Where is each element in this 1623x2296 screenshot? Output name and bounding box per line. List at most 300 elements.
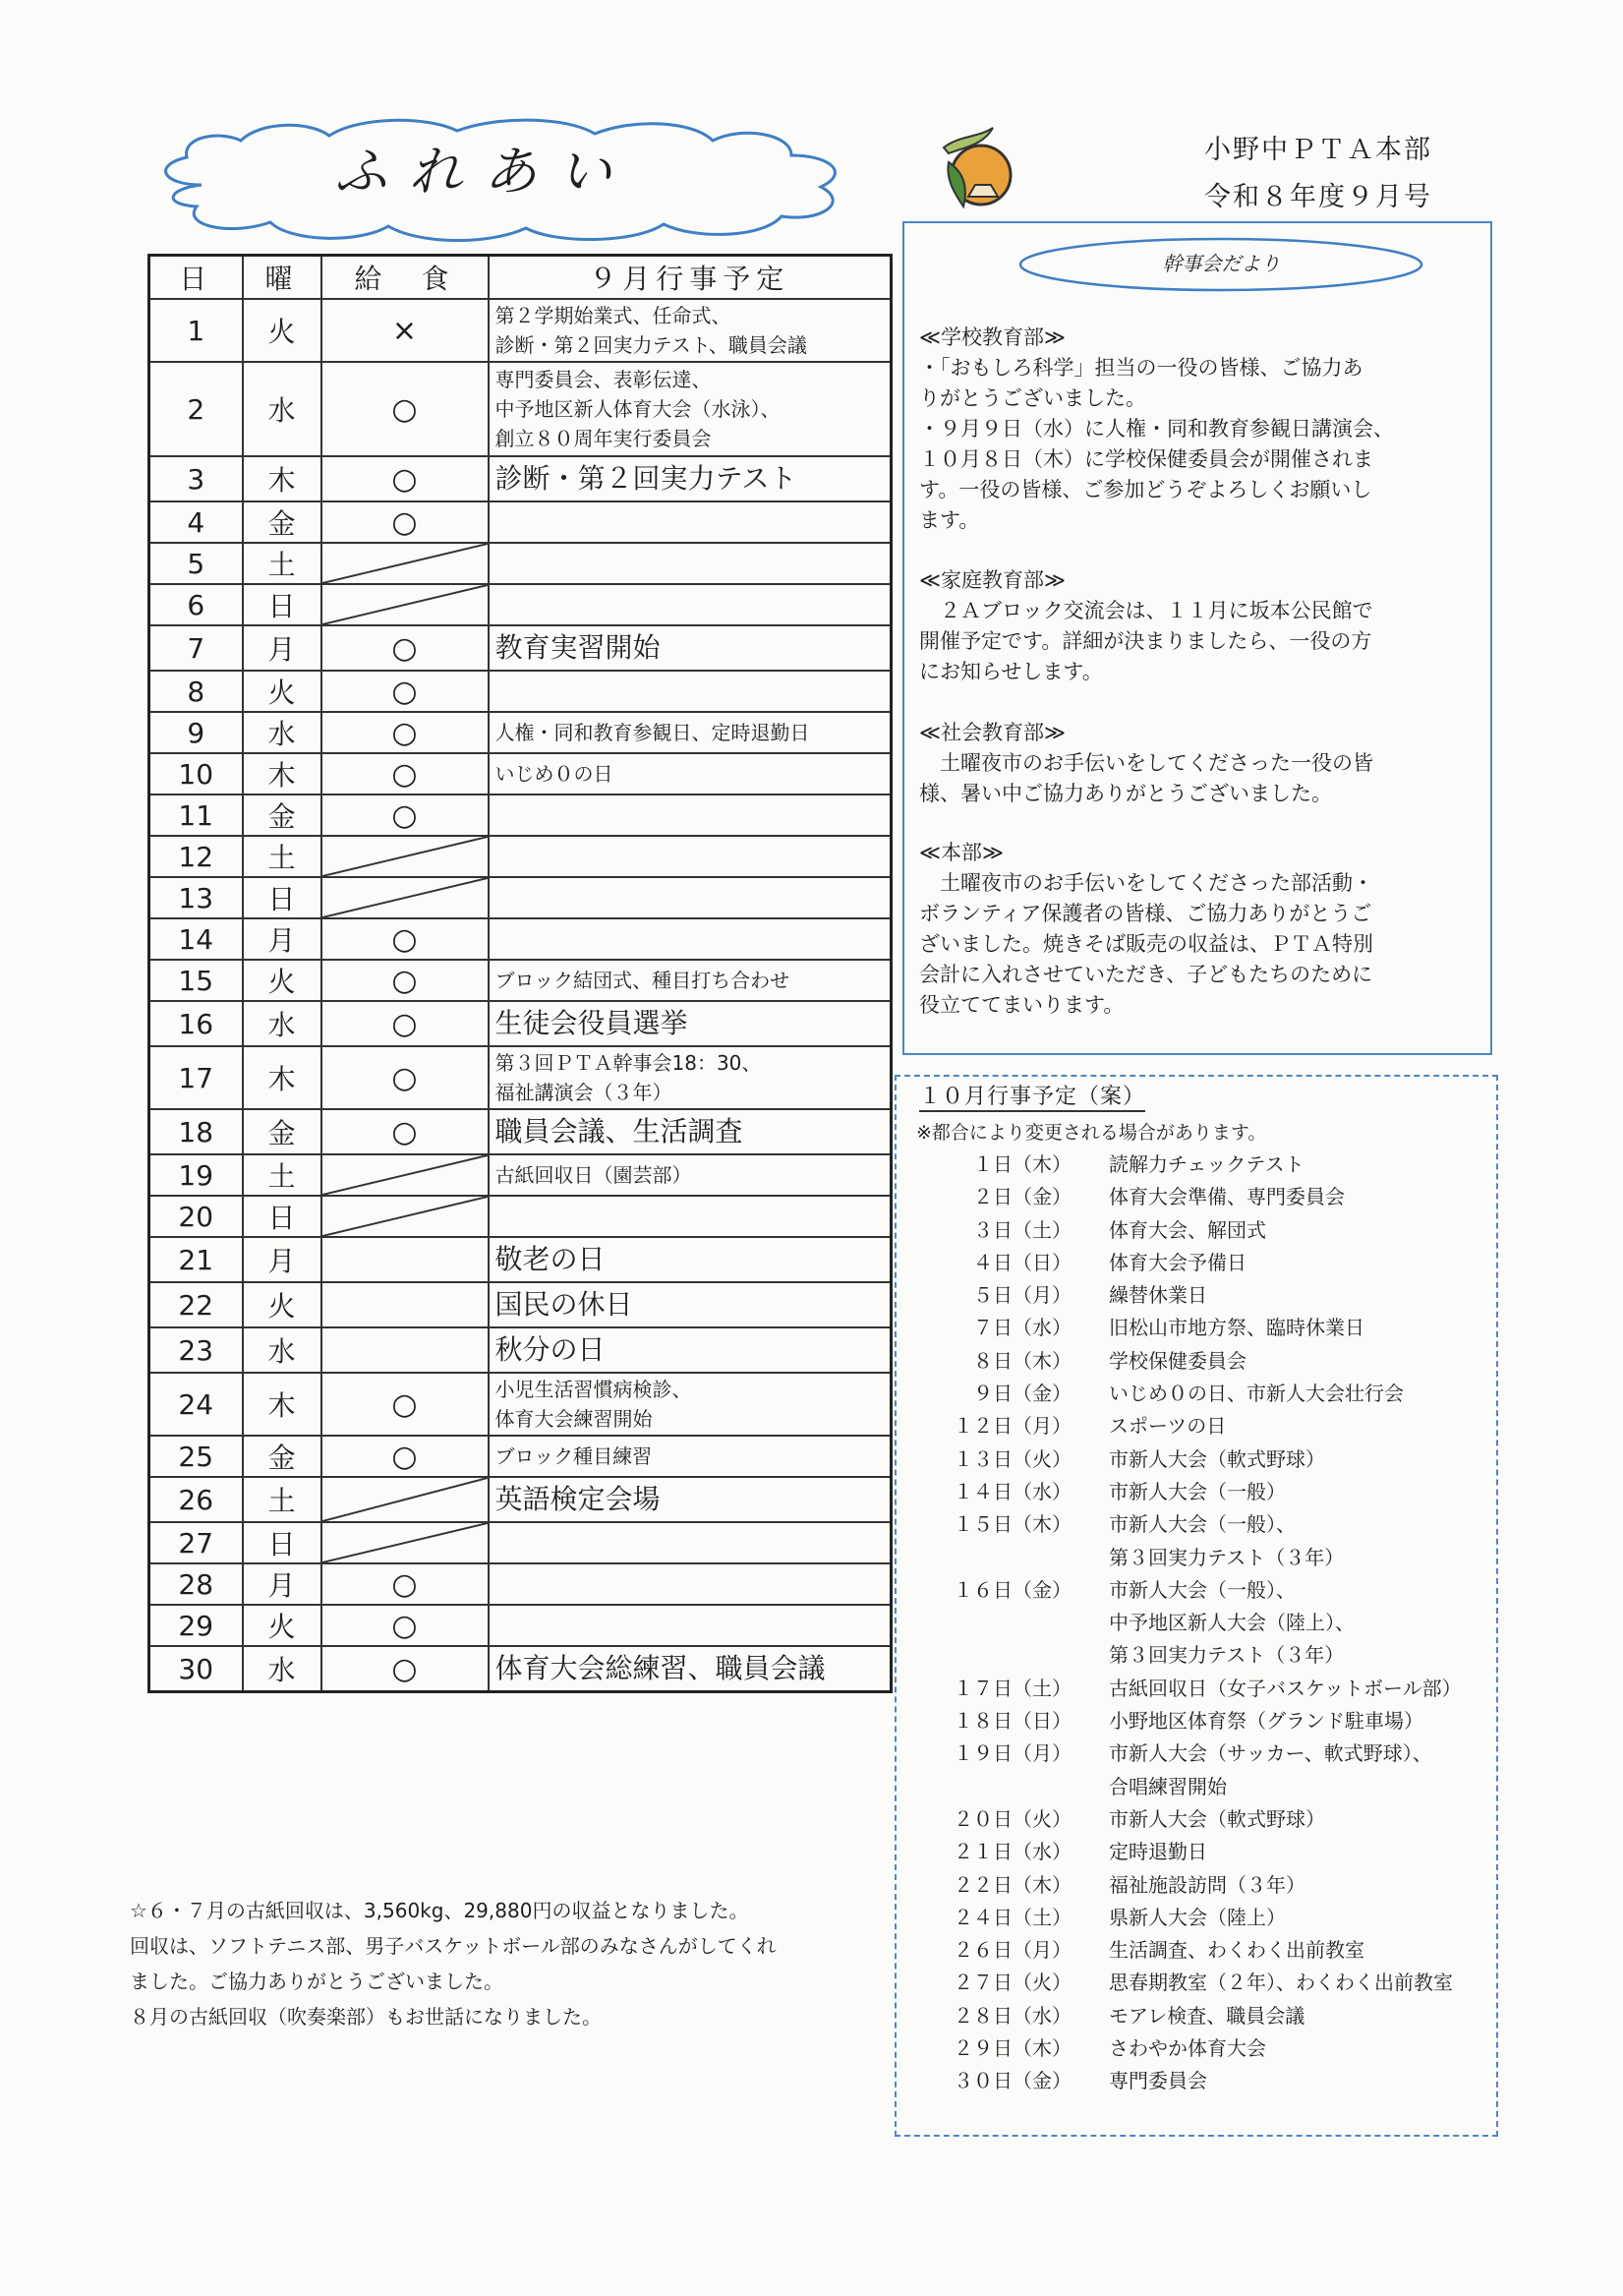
lunch-mark: ○ [391, 1608, 418, 1643]
weekday-cell: 金 [243, 795, 321, 836]
event-description: 読解力チェックテスト [1109, 1152, 1304, 1176]
event-description: 市新人大会（一般） [1109, 1479, 1286, 1503]
section-home-education [919, 565, 1481, 687]
meal-cell [321, 456, 489, 501]
lunch-mark: ○ [391, 630, 418, 666]
october-event-row [919, 1607, 1489, 1639]
event-cell [489, 1196, 892, 1237]
event-text: 敬老の日 [494, 1243, 606, 1275]
no-lunch-slash [322, 878, 488, 917]
meal-cell [321, 753, 489, 795]
table-row [149, 362, 892, 456]
weekday-cell: 水 [243, 712, 321, 753]
october-event-row [919, 1508, 1489, 1541]
meal-cell [321, 584, 489, 625]
weekday-cell: 火 [243, 299, 321, 362]
event-description: 生活調査、わくわく出前教室 [1109, 1938, 1364, 1963]
event-date: ５日（月） [973, 1283, 1072, 1308]
lunch-mark: ○ [391, 963, 418, 998]
meal-cell [321, 1646, 489, 1692]
event-cell [489, 1563, 892, 1605]
table-row [149, 836, 892, 877]
lunch-mark: ○ [391, 1651, 418, 1686]
weekday-cell: 日 [243, 877, 321, 918]
weekday-cell: 木 [243, 753, 321, 795]
event-description: 合唱練習開始 [1109, 1774, 1227, 1798]
section-headquarters [919, 838, 1481, 1021]
october-event-row [919, 1312, 1489, 1344]
section-line: 役立ててまいります。 [919, 993, 1125, 1017]
event-text: 教育実習開始 [494, 631, 661, 664]
day-cell: 30 [149, 1646, 243, 1692]
paper-collection-notice [130, 1893, 887, 2034]
event-date: ７日（水） [973, 1316, 1072, 1340]
event-text: 国民の休日 [494, 1288, 633, 1321]
weekday-cell: 火 [243, 1605, 321, 1646]
event-cell [489, 1477, 892, 1522]
lunch-mark: ○ [391, 1114, 418, 1149]
event-cell [489, 918, 892, 960]
weekday-cell: 土 [243, 1477, 321, 1522]
event-text: いじめ０の日 [494, 762, 613, 786]
table-row [149, 918, 892, 960]
lunch-mark: ○ [391, 1566, 418, 1602]
day-cell: 3 [149, 456, 243, 501]
october-event-row [919, 1803, 1489, 1836]
meal-cell [321, 918, 489, 960]
event-text: 診断・第２回実力テスト、職員会議 [494, 333, 807, 357]
october-event-row [919, 1902, 1489, 1934]
table-row [149, 501, 892, 543]
org-name: 小野中ＰＴＡ本部 [1204, 135, 1432, 165]
event-cell [489, 1646, 892, 1692]
october-event-row [919, 1542, 1489, 1574]
day-cell: 21 [149, 1237, 243, 1282]
table-row [149, 1563, 892, 1605]
table-row [149, 795, 892, 836]
event-description: 市新人大会（軟式野球） [1109, 1446, 1325, 1471]
notice-line: ました。ご協力ありがとうございました。 [130, 1970, 503, 1993]
table-row [149, 1046, 892, 1109]
event-cell [489, 299, 892, 362]
header-events: ９月行事予定 [489, 256, 892, 300]
section-heading: ≪本部≫ [919, 841, 1004, 864]
day-cell: 10 [149, 753, 243, 795]
weekday-cell: 火 [243, 960, 321, 1001]
meal-cell [321, 1436, 489, 1477]
event-cell [489, 1373, 892, 1436]
weekday-cell: 日 [243, 1522, 321, 1563]
event-description: 体育大会、解団式 [1109, 1217, 1266, 1242]
event-description: 繰替休業日 [1109, 1283, 1207, 1308]
event-cell [489, 960, 892, 1001]
event-description: モアレ検査、職員会議 [1109, 2003, 1305, 2028]
day-cell: 27 [149, 1522, 243, 1563]
lunch-mark: ○ [391, 1006, 418, 1041]
meal-cell [321, 1327, 489, 1373]
event-text: 体育大会総練習、職員会議 [494, 1652, 826, 1684]
event-date [919, 1542, 1072, 1574]
meal-cell [321, 1109, 489, 1154]
meal-cell [321, 960, 489, 1001]
section-line: ます。 [919, 508, 980, 532]
meal-cell [321, 1477, 489, 1522]
meal-cell [321, 836, 489, 877]
event-date: ３日（土） [973, 1217, 1072, 1242]
section-social-education [919, 718, 1481, 809]
table-row [149, 1327, 892, 1373]
weekday-cell: 水 [243, 362, 321, 456]
header-meal: 給 食 [321, 256, 489, 300]
table-row [149, 1196, 892, 1237]
notice-line: ☆６・７月の古紙回収は、3,560kg、29,880円の収益となりました。 [130, 1899, 749, 1922]
event-cell [489, 1001, 892, 1046]
event-description: スポーツの日 [1109, 1414, 1227, 1439]
day-cell: 14 [149, 918, 243, 960]
no-lunch-slash [322, 1155, 488, 1195]
event-description: さわやか体育大会 [1109, 2036, 1266, 2061]
event-description: 市新人大会（軟式野球） [1109, 1806, 1325, 1831]
lunch-mark: ○ [391, 1439, 418, 1474]
section-line: りがとうございました。 [919, 386, 1146, 410]
event-date: ８日（木） [973, 1348, 1072, 1373]
event-date: ２１日（水） [954, 1840, 1072, 1864]
october-event-row [919, 1869, 1489, 1902]
meal-cell [321, 501, 489, 543]
table-row [149, 1605, 892, 1646]
no-lunch-slash [322, 585, 488, 624]
day-cell: 8 [149, 671, 243, 712]
event-description: 学校保健委員会 [1109, 1348, 1246, 1373]
october-event-row [919, 1771, 1489, 1803]
october-event-row [919, 1836, 1489, 1868]
day-cell: 18 [149, 1109, 243, 1154]
table-row [149, 456, 892, 501]
event-cell [489, 836, 892, 877]
weekday-cell: 木 [243, 1373, 321, 1436]
lunch-mark: ○ [391, 756, 418, 792]
event-description: 市新人大会（サッカー、軟式野球）、 [1109, 1741, 1432, 1766]
meal-cell [321, 1282, 489, 1327]
day-cell: 13 [149, 877, 243, 918]
section-line: ・９月９日（水）に人権・同和教育参観日講演会、 [919, 417, 1394, 441]
notice-line: ８月の古紙回収（吹奏楽部）もお世話になりました。 [130, 2005, 602, 2029]
header-weekday: 曜 [243, 256, 321, 300]
event-description: 市新人大会（一般）、 [1109, 1512, 1296, 1537]
event-text: 体育大会練習開始 [494, 1407, 653, 1431]
section-line: 開催予定です。詳細が決まりましたら、一役の方 [919, 629, 1372, 653]
october-event-list [919, 1148, 1489, 2098]
section-school-education [919, 323, 1481, 536]
weekday-cell: 水 [243, 1646, 321, 1692]
meal-cell [321, 877, 489, 918]
lunch-mark: ○ [391, 921, 418, 957]
section-line: ざいました。焼きそば販売の収益は、ＰＴＡ特別 [919, 932, 1373, 956]
table-row [149, 877, 892, 918]
notice-line: 回収は、ソフトテニス部、男子バスケットボール部のみなさんがしてくれ [130, 1934, 777, 1958]
event-text: 小児生活習慣病検診、 [494, 1378, 692, 1401]
event-description: 思春期教室（２年）、わくわく出前教室 [1109, 1971, 1453, 1995]
event-date: １日（木） [973, 1152, 1072, 1176]
day-cell: 9 [149, 712, 243, 753]
meal-cell [321, 1563, 489, 1605]
meal-cell [321, 543, 489, 584]
event-description: 古紙回収日（女子バスケットボール部） [1109, 1676, 1462, 1700]
event-text: 創立８０周年実行委員会 [494, 427, 712, 450]
event-date: １６日（金） [954, 1577, 1072, 1602]
event-description: 体育大会準備、専門委員会 [1109, 1185, 1345, 1209]
meal-cell [321, 1196, 489, 1237]
table-row [149, 753, 892, 795]
no-lunch-slash [322, 1523, 488, 1562]
day-cell: 17 [149, 1046, 243, 1109]
event-cell [489, 501, 892, 543]
lunch-mark: ○ [391, 461, 418, 497]
meal-cell [321, 362, 489, 456]
event-description: 定時退勤日 [1109, 1840, 1207, 1864]
event-text: 職員会議、生活調査 [494, 1115, 743, 1148]
table-row [149, 1373, 892, 1436]
event-cell [489, 1327, 892, 1373]
table-row [149, 712, 892, 753]
section-line: １０月８日（木）に学校保健委員会が開催されま [919, 447, 1373, 471]
october-event-row [919, 1639, 1489, 1672]
table-header-row [149, 256, 892, 300]
october-event-row [919, 1410, 1489, 1442]
event-description: 旧松山市地方祭、臨時休業日 [1109, 1316, 1364, 1340]
table-row [149, 299, 892, 362]
section-heading: ≪家庭教育部≫ [919, 568, 1066, 592]
event-text: 福祉講演会（３年） [494, 1081, 672, 1104]
event-text: 古紙回収日（園芸部） [494, 1163, 692, 1187]
day-cell: 24 [149, 1373, 243, 1436]
day-cell: 23 [149, 1327, 243, 1373]
october-event-row [919, 1705, 1489, 1737]
event-date: １３日（火） [954, 1446, 1072, 1471]
table-row [149, 1001, 892, 1046]
day-cell: 22 [149, 1282, 243, 1327]
september-schedule-table [147, 254, 893, 1693]
day-cell: 4 [149, 501, 243, 543]
event-description: 福祉施設訪問（３年） [1109, 1872, 1305, 1897]
event-date [919, 1607, 1072, 1639]
october-event-row [919, 1673, 1489, 1705]
table-row [149, 1282, 892, 1327]
newsletter-title: ふれあい [334, 141, 633, 203]
event-description: 第３回実力テスト（３年） [1109, 1545, 1345, 1569]
no-lunch-slash [322, 1478, 488, 1521]
weekday-cell: 土 [243, 836, 321, 877]
october-event-row [919, 2000, 1489, 2032]
day-cell: 26 [149, 1477, 243, 1522]
event-cell [489, 795, 892, 836]
weekday-cell: 金 [243, 1436, 321, 1477]
meal-cell [321, 299, 489, 362]
event-date [919, 1639, 1072, 1672]
table-row [149, 625, 892, 671]
event-cell [489, 1522, 892, 1563]
table-row [149, 584, 892, 625]
meal-cell [321, 795, 489, 836]
day-cell: 29 [149, 1605, 243, 1646]
weekday-cell: 木 [243, 456, 321, 501]
day-cell: 25 [149, 1436, 243, 1477]
october-note: ※都合により変更される場合があります。 [916, 1122, 1267, 1144]
october-title: １０月行事予定（案） [919, 1080, 1145, 1112]
table-row [149, 1154, 892, 1196]
event-date: １２日（月） [954, 1414, 1072, 1439]
event-date: ２７日（火） [954, 1971, 1072, 1995]
no-lunch-slash [322, 1197, 488, 1236]
weekday-cell: 火 [243, 671, 321, 712]
meal-cell [321, 1373, 489, 1436]
event-cell [489, 362, 892, 456]
october-event-row [919, 2065, 1489, 2097]
meal-cell [321, 1522, 489, 1563]
lunch-mark: ○ [391, 715, 418, 750]
day-cell: 16 [149, 1001, 243, 1046]
event-date: ２２日（木） [954, 1872, 1072, 1897]
event-cell [489, 877, 892, 918]
event-description: 県新人大会（陸上） [1109, 1905, 1286, 1929]
event-date: ２８日（水） [954, 2003, 1072, 2028]
event-cell [489, 1282, 892, 1327]
october-event-row [919, 1476, 1489, 1508]
event-cell [489, 1154, 892, 1196]
lunch-mark: ○ [391, 391, 418, 427]
event-text: 専門委員会、表彰伝達、 [494, 368, 712, 391]
table-row [149, 1646, 892, 1692]
meal-cell [321, 625, 489, 671]
event-cell [489, 1046, 892, 1109]
event-cell [489, 712, 892, 753]
event-cell [489, 753, 892, 795]
october-event-row [919, 1148, 1489, 1181]
section-line: す。一役の皆様、ご参加どうぞよろしくお願いし [919, 478, 1372, 501]
event-cell [489, 671, 892, 712]
weekday-cell: 金 [243, 501, 321, 543]
weekday-cell: 土 [243, 1154, 321, 1196]
section-line: 土曜夜市のお手伝いをしてくださった部活動・ [919, 871, 1373, 895]
day-cell: 6 [149, 584, 243, 625]
table-row [149, 1436, 892, 1477]
october-event-row [919, 1279, 1489, 1312]
no-lunch-mark: × [391, 313, 418, 348]
table-row [149, 1522, 892, 1563]
weekday-cell: 木 [243, 1046, 321, 1109]
event-date: ３０日（金） [954, 2069, 1072, 2093]
weekday-cell: 日 [243, 1196, 321, 1237]
day-cell: 11 [149, 795, 243, 836]
header-day: 日 [149, 256, 243, 300]
day-cell: 15 [149, 960, 243, 1001]
event-text: 英語検定会場 [494, 1483, 661, 1515]
event-text: 第３回ＰＴＡ幹事会18：30、 [494, 1051, 762, 1075]
event-text: 第２学期始業式、任命式、 [494, 304, 731, 327]
event-date: ９日（金） [973, 1382, 1072, 1406]
meal-cell [321, 1237, 489, 1282]
weekday-cell: 月 [243, 1237, 321, 1282]
event-date: ４日（日） [973, 1250, 1072, 1274]
meal-cell [321, 1605, 489, 1646]
table-row [149, 671, 892, 712]
table-row [149, 960, 892, 1001]
lunch-mark: ○ [391, 1060, 418, 1095]
october-event-row [919, 2032, 1489, 2065]
day-cell: 12 [149, 836, 243, 877]
weekday-cell: 火 [243, 1282, 321, 1327]
day-cell: 20 [149, 1196, 243, 1237]
event-description: 第３回実力テスト（３年） [1109, 1643, 1345, 1668]
news-box-title: 幹事会だより [1162, 252, 1281, 275]
event-cell [489, 543, 892, 584]
event-cell [489, 1237, 892, 1282]
day-cell: 2 [149, 362, 243, 456]
event-date: １４日（水） [954, 1479, 1072, 1503]
event-description: 専門委員会 [1109, 2069, 1207, 2093]
event-description: 中予地区新人大会（陸上）、 [1109, 1611, 1355, 1635]
meal-cell [321, 1154, 489, 1196]
lunch-mark: ○ [391, 504, 418, 540]
section-line: 土曜夜市のお手伝いをしてくださった一役の皆 [919, 751, 1373, 775]
event-cell [489, 456, 892, 501]
day-cell: 28 [149, 1563, 243, 1605]
day-cell: 19 [149, 1154, 243, 1196]
table-row [149, 1109, 892, 1154]
weekday-cell: 月 [243, 625, 321, 671]
weekday-cell: 日 [243, 584, 321, 625]
section-line: ・「おもしろ科学」担当の一役の皆様、ご協力あ [919, 356, 1363, 380]
event-text: ブロック結団式、種目打ち合わせ [494, 969, 790, 992]
no-lunch-slash [322, 837, 488, 876]
weekday-cell: 水 [243, 1327, 321, 1373]
october-event-row [919, 1967, 1489, 1999]
event-date: １５日（木） [954, 1512, 1072, 1537]
weekday-cell: 月 [243, 1563, 321, 1605]
event-text: 秋分の日 [494, 1333, 606, 1366]
table-row [149, 543, 892, 584]
event-cell [489, 625, 892, 671]
event-text: 診断・第２回実力テスト [494, 462, 797, 495]
event-description: 市新人大会（一般）、 [1109, 1577, 1296, 1602]
october-event-row [919, 1378, 1489, 1410]
meal-cell [321, 1046, 489, 1109]
school-emblem-icon [924, 118, 1022, 216]
event-cell [489, 584, 892, 625]
weekday-cell: 金 [243, 1109, 321, 1154]
meal-cell [321, 1001, 489, 1046]
section-heading: ≪学校教育部≫ [919, 325, 1066, 349]
october-event-row [919, 1737, 1489, 1770]
october-event-row [919, 1574, 1489, 1607]
october-event-row [919, 1181, 1489, 1213]
event-description: 体育大会予備日 [1109, 1250, 1246, 1274]
lunch-mark: ○ [391, 797, 418, 833]
event-date: ２６日（月） [954, 1938, 1072, 1963]
section-heading: ≪社会教育部≫ [919, 721, 1066, 744]
event-text: ブロック種目練習 [494, 1444, 653, 1468]
weekday-cell: 月 [243, 918, 321, 960]
event-text: 中予地区新人体育大会（水泳）、 [494, 397, 781, 421]
event-cell [489, 1605, 892, 1646]
meal-cell [321, 712, 489, 753]
october-event-row [919, 1345, 1489, 1378]
event-date: ２日（金） [973, 1185, 1072, 1209]
weekday-cell: 水 [243, 1001, 321, 1046]
day-cell: 5 [149, 543, 243, 584]
event-date: １８日（日） [954, 1709, 1072, 1734]
issue-label: 令和８年度９月号 [1204, 182, 1432, 212]
